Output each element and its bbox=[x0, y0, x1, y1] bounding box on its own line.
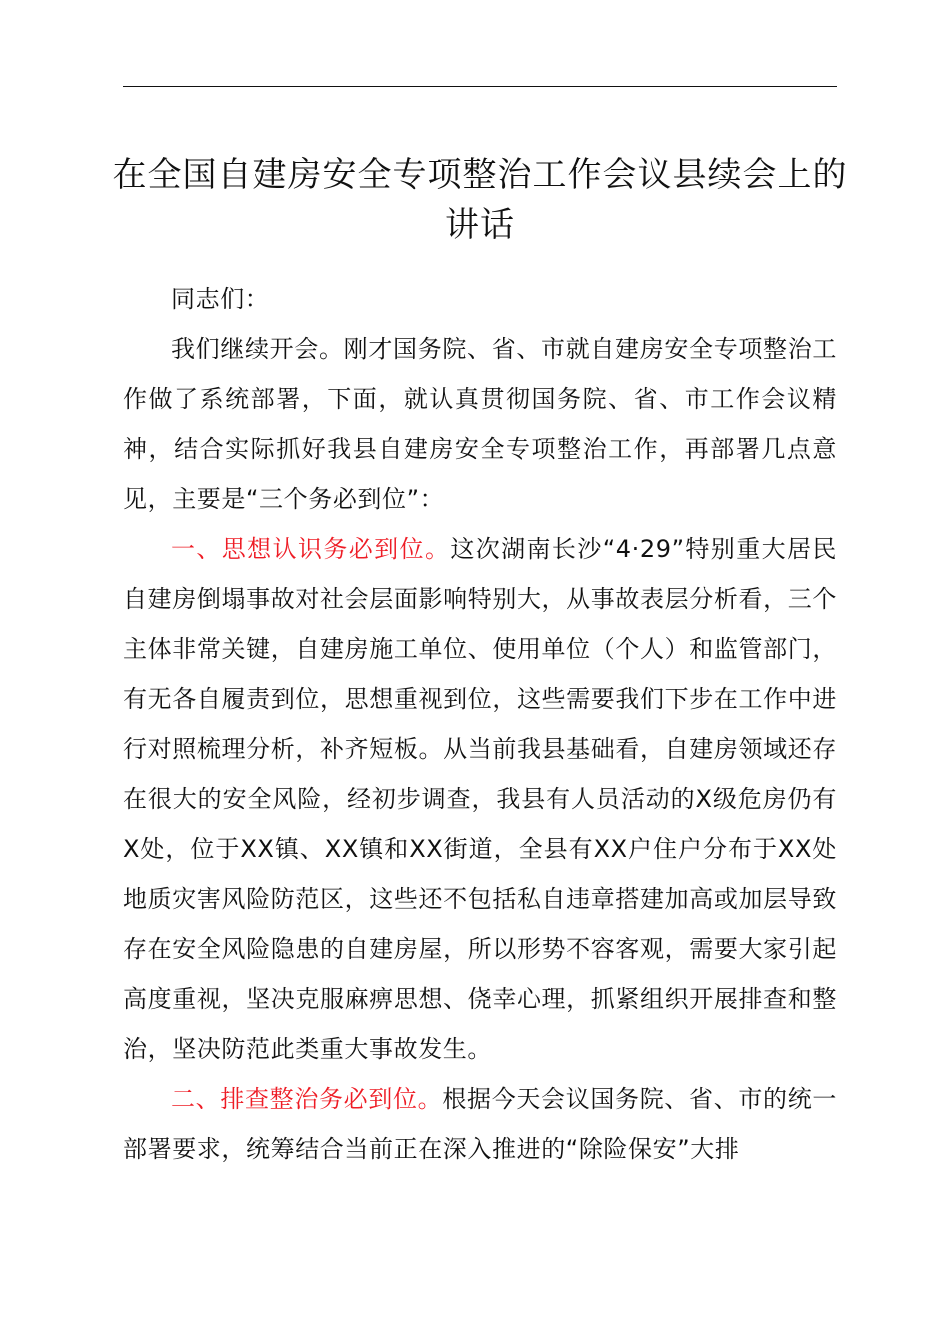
section-1-heading: 一、思想认识务必到位。 bbox=[171, 535, 451, 563]
document-body bbox=[123, 274, 837, 1174]
paragraph-intro-text: 我们继续开会。刚才国务院、省、市就自建房安全专项整治工作做了系统部署，下面，就认真贯彻国务院、省、市工作会议精神，结合实际抓好我县自建房安全专项整治工作，再部署几点意见，主要是“三个务必到位”： bbox=[123, 335, 837, 513]
section-1-text: 这次湖南长沙“4·29”特别重大居民自建房倒塌事故对社会层面影响特别大，从事故表层分析看，三个主体非常关键，自建房施工单位、使用单位（个人）和监管部门，有无各自履责到位，思想重视到位，这些需要我们下步在工作中进行对照梳理分析，补齐短板。从当前我县基础看，自建房领域还存在很大的安全风险，经初步调查，我县有人员活动的X级危房仍有X处，位于XX镇、XX镇和XX街道，全县有XX户住户分布于XX处地质灾害风险防范区，这些还不包括私自违章搭建加高或加层导致存在安全风险隐患的自建房屋，所以形势不容客观，需要大家引起高度重视，坚决克服麻痹思想、侥幸心理，抓紧组织开展排查和整治，坚决防范此类重大事故发生。 bbox=[123, 535, 837, 1063]
paragraph-section-2 bbox=[123, 1074, 837, 1174]
section-2-heading: 二、排查整治务必到位。 bbox=[171, 1085, 443, 1113]
header-rule bbox=[123, 86, 837, 87]
document-title: 在全国自建房安全专项整治工作会议县续会上的讲话 bbox=[112, 155, 848, 245]
section-2-text: 根据今天会议国务院、省、市的统一部署要求，统筹结合当前正在深入推进的“除险保安”大排 bbox=[123, 1085, 837, 1163]
paragraph-section-1 bbox=[123, 524, 837, 1074]
paragraph-intro bbox=[123, 324, 837, 524]
salutation: 同志们： bbox=[171, 285, 270, 313]
